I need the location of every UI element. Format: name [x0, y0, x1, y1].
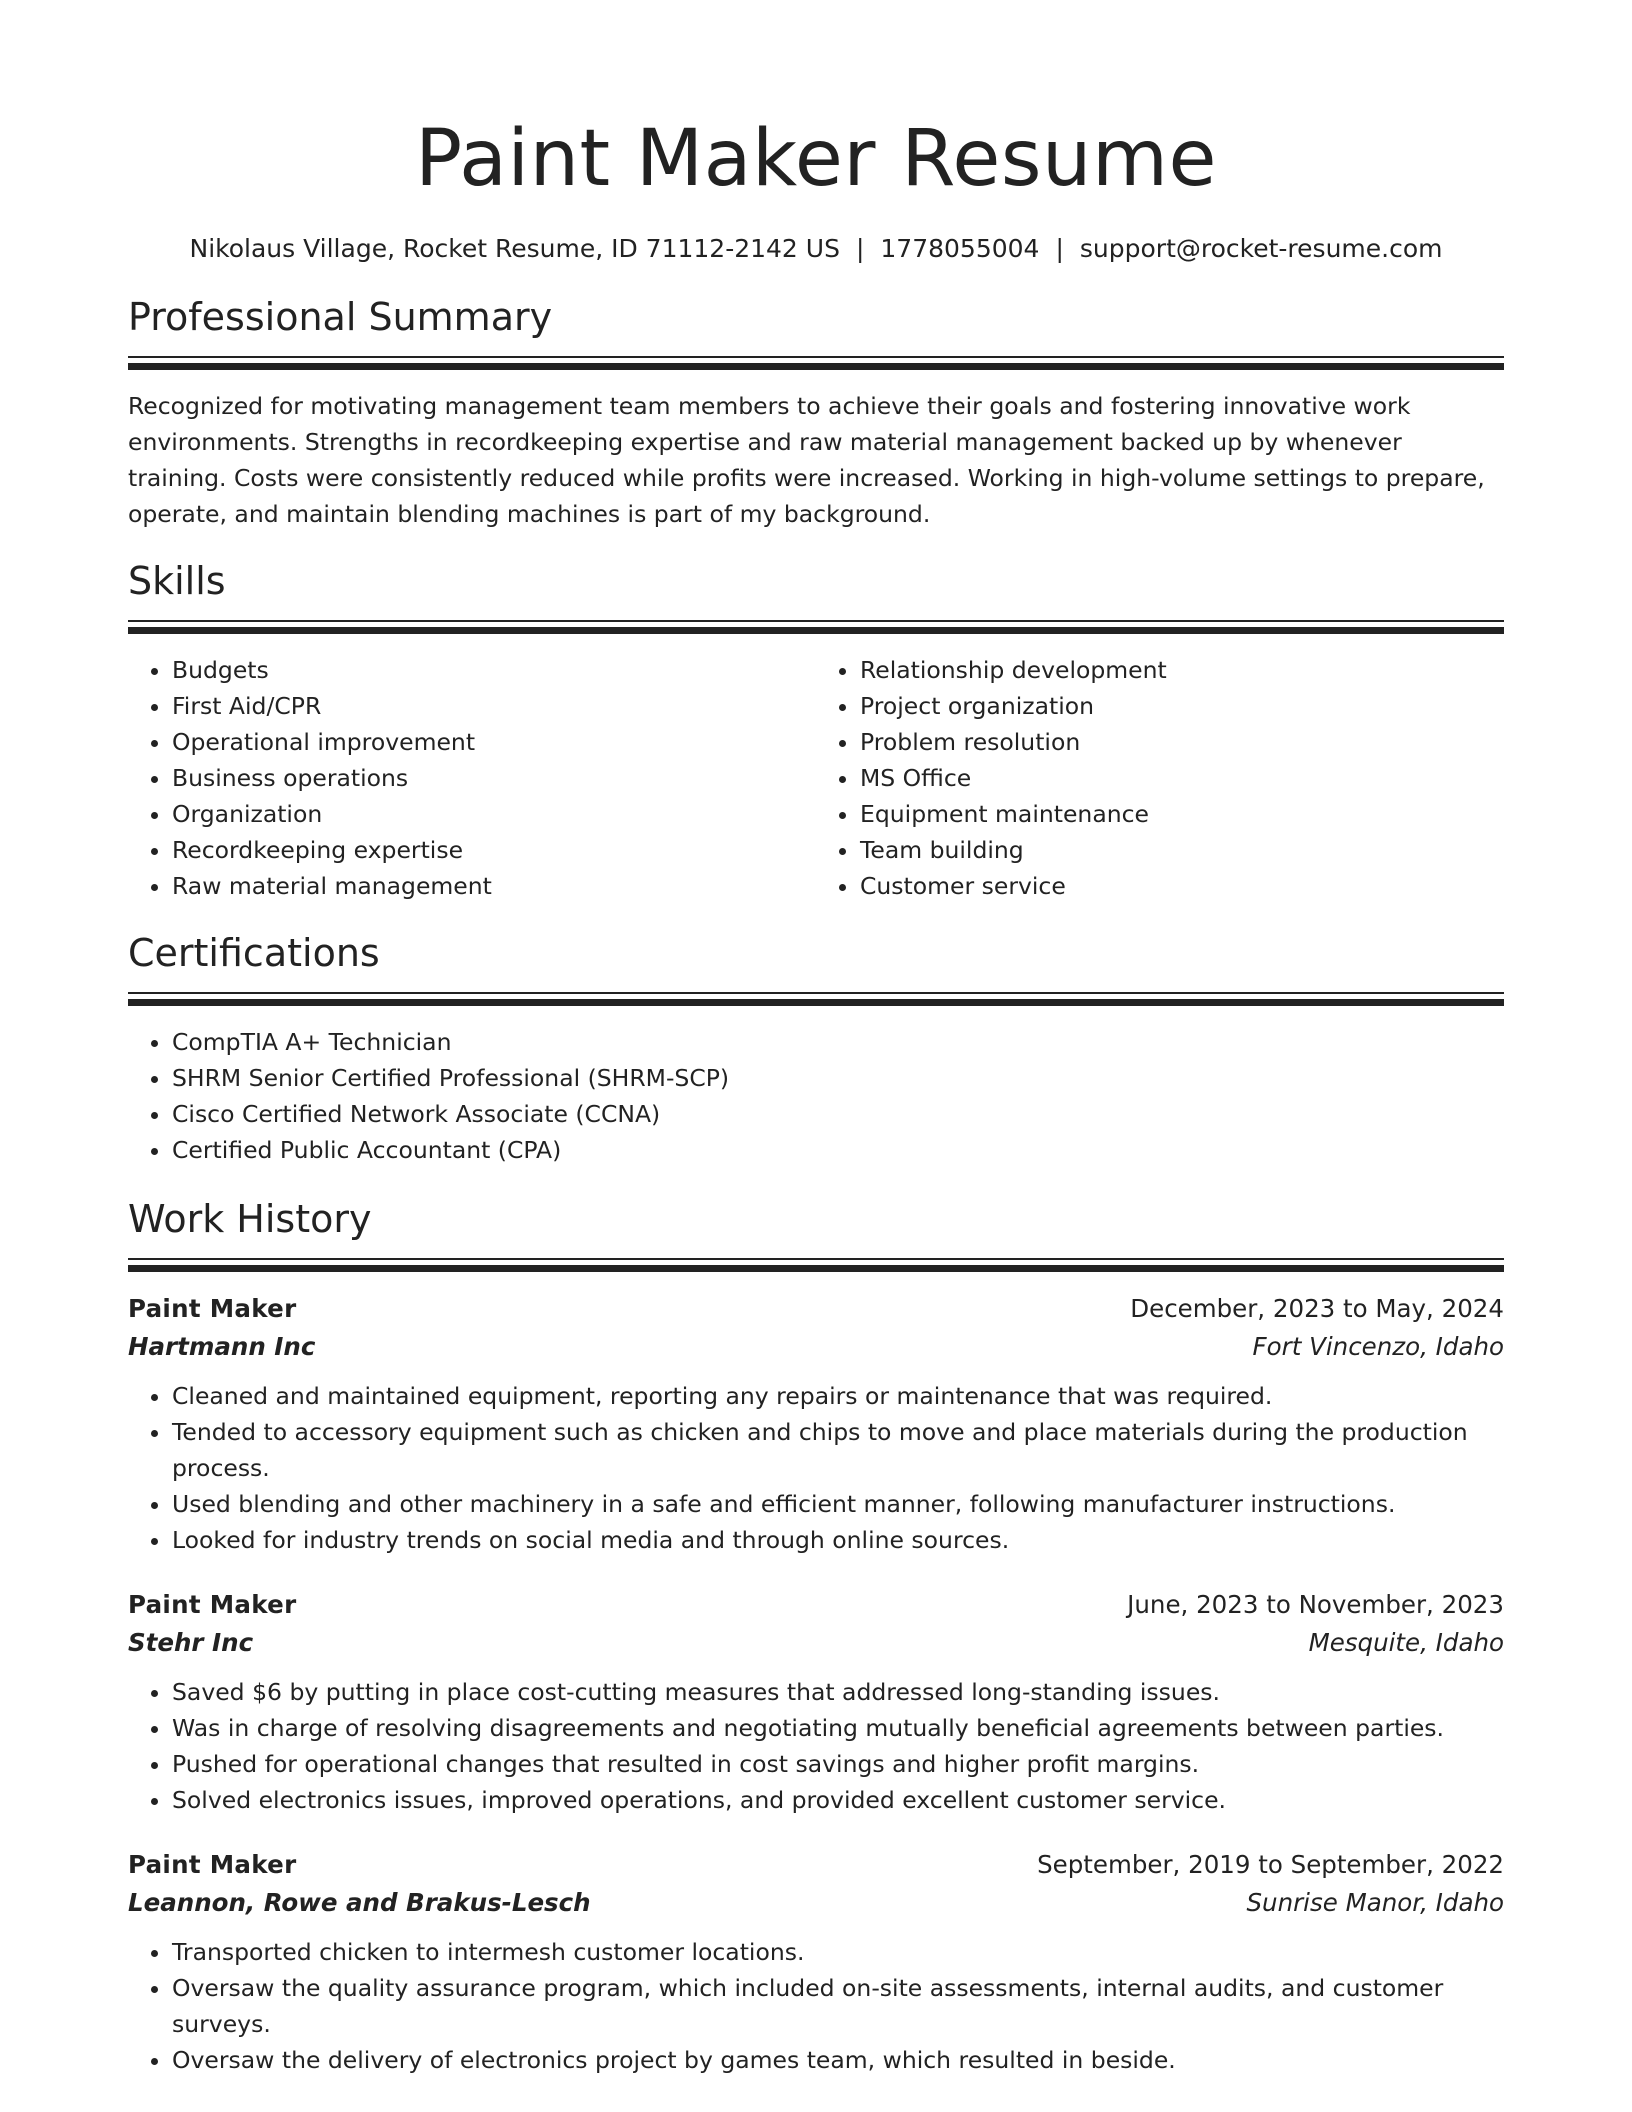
contact-address: Nikolaus Village, Rocket Resume, ID 71112-2142 US	[189, 234, 840, 263]
job-location: Mesquite, Idaho	[1308, 1628, 1504, 1657]
skill-item: • Business operations	[172, 760, 816, 796]
job-header	[128, 1290, 1504, 1328]
job-company: Stehr Inc	[128, 1628, 254, 1657]
job-title: Paint Maker	[128, 1294, 297, 1323]
skill-item: • Raw material management	[172, 868, 816, 904]
skill-item: • Customer service	[860, 868, 1504, 904]
job-bullet: • Tended to accessory equipment such as chicken and chips to move and place materials during the production process.	[172, 1414, 1504, 1486]
contact-line	[128, 232, 1504, 266]
skill-item: • Recordkeeping expertise	[172, 832, 816, 868]
job-company: Leannon, Rowe and Brakus-Lesch	[128, 1888, 591, 1917]
certification-item: • CompTIA A+ Technician	[172, 1024, 1504, 1060]
job-bullet: • Oversaw the delivery of electronics project by games team, which resulted in beside.	[172, 2042, 1504, 2078]
job-title: Paint Maker	[128, 1590, 297, 1619]
summary-text: Recognized for motivating management team members to achieve their goals and fostering innovative work environments. Strengths in recordkeeping expertise and raw material management backed up by whenever training. Costs were consistently reduced while profits were increased. Working in high-volume settings to prepare, operate, and maintain blending machines is part of my background.	[128, 392, 1485, 528]
skill-item: • Equipment maintenance	[860, 796, 1504, 832]
skill-item: • Operational improvement	[172, 724, 816, 760]
skills-column-right	[816, 652, 1504, 904]
skill-item: • MS Office	[860, 760, 1504, 796]
job-bullets	[128, 1934, 1504, 2078]
section-divider	[128, 992, 1504, 1006]
job-location: Sunrise Manor, Idaho	[1246, 1888, 1504, 1917]
skills-column-left	[128, 652, 816, 904]
skill-item: • Organization	[172, 796, 816, 832]
job-header	[128, 1846, 1504, 1884]
section-title-certifications: Certifications	[128, 931, 380, 975]
section-title-work-history: Work History	[128, 1197, 372, 1241]
skill-item: • First Aid/CPR	[172, 688, 816, 724]
job-bullet: • Used blending and other machinery in a safe and efficient manner, following manufacturer instructions.	[172, 1486, 1504, 1522]
job-bullet: • Looked for industry trends on social media and through online sources.	[172, 1522, 1504, 1558]
skill-item: • Problem resolution	[860, 724, 1504, 760]
job-location: Fort Vincenzo, Idaho	[1252, 1332, 1504, 1361]
job-bullet: • Cleaned and maintained equipment, reporting any repairs or maintenance that was required.	[172, 1378, 1504, 1414]
section-divider	[128, 620, 1504, 634]
job-title: Paint Maker	[128, 1850, 297, 1879]
job-dates: December, 2023 to May, 2024	[1130, 1294, 1504, 1323]
contact-separator: |	[855, 234, 865, 263]
job-bullets	[128, 1378, 1504, 1558]
contact-phone[interactable]: 1778055004	[880, 234, 1040, 263]
resume-title: Paint Maker Resume	[415, 114, 1217, 204]
job-subheader	[128, 1328, 1504, 1366]
section-title-skills: Skills	[128, 559, 226, 603]
certifications-list	[128, 1024, 1504, 1168]
job-subheader	[128, 1624, 1504, 1662]
job-entry	[128, 1846, 1504, 2078]
certification-item: • Cisco Certified Network Associate (CCNA)	[172, 1096, 1504, 1132]
skill-item: • Relationship development	[860, 652, 1504, 688]
job-bullet: • Saved $6 by putting in place cost-cutting measures that addressed long-standing issues.	[172, 1674, 1504, 1710]
job-company: Hartmann Inc	[128, 1332, 316, 1361]
skill-item: • Project organization	[860, 688, 1504, 724]
job-bullet: • Pushed for operational changes that resulted in cost savings and higher profit margins.	[172, 1746, 1504, 1782]
contact-email[interactable]: support@rocket-resume.com	[1079, 234, 1443, 263]
skill-item: • Team building	[860, 832, 1504, 868]
contact-separator: |	[1055, 234, 1064, 263]
job-bullet: • Solved electronics issues, improved operations, and provided excellent customer service.	[172, 1782, 1504, 1818]
skill-item: • Budgets	[172, 652, 816, 688]
job-header	[128, 1586, 1504, 1624]
skills-list	[128, 652, 1504, 904]
job-dates: June, 2023 to November, 2023	[1127, 1590, 1504, 1619]
job-entry	[128, 1290, 1504, 1558]
job-dates: September, 2019 to September, 2022	[1037, 1850, 1504, 1879]
section-divider	[128, 1258, 1504, 1272]
section-title-summary: Professional Summary	[128, 295, 553, 339]
job-entry	[128, 1586, 1504, 1818]
job-bullets	[128, 1674, 1504, 1818]
certification-item: • SHRM Senior Certified Professional (SHRM-SCP)	[172, 1060, 1504, 1096]
job-bullet: • Transported chicken to intermesh customer locations.	[172, 1934, 1504, 1970]
job-bullet: • Oversaw the quality assurance program, which included on-site assessments, internal audits, and customer surveys.	[172, 1970, 1504, 2042]
certification-item: • Certified Public Accountant (CPA)	[172, 1132, 1504, 1168]
section-divider	[128, 356, 1504, 370]
job-bullet: • Was in charge of resolving disagreements and negotiating mutually beneficial agreements between parties.	[172, 1710, 1504, 1746]
job-subheader	[128, 1884, 1504, 1922]
